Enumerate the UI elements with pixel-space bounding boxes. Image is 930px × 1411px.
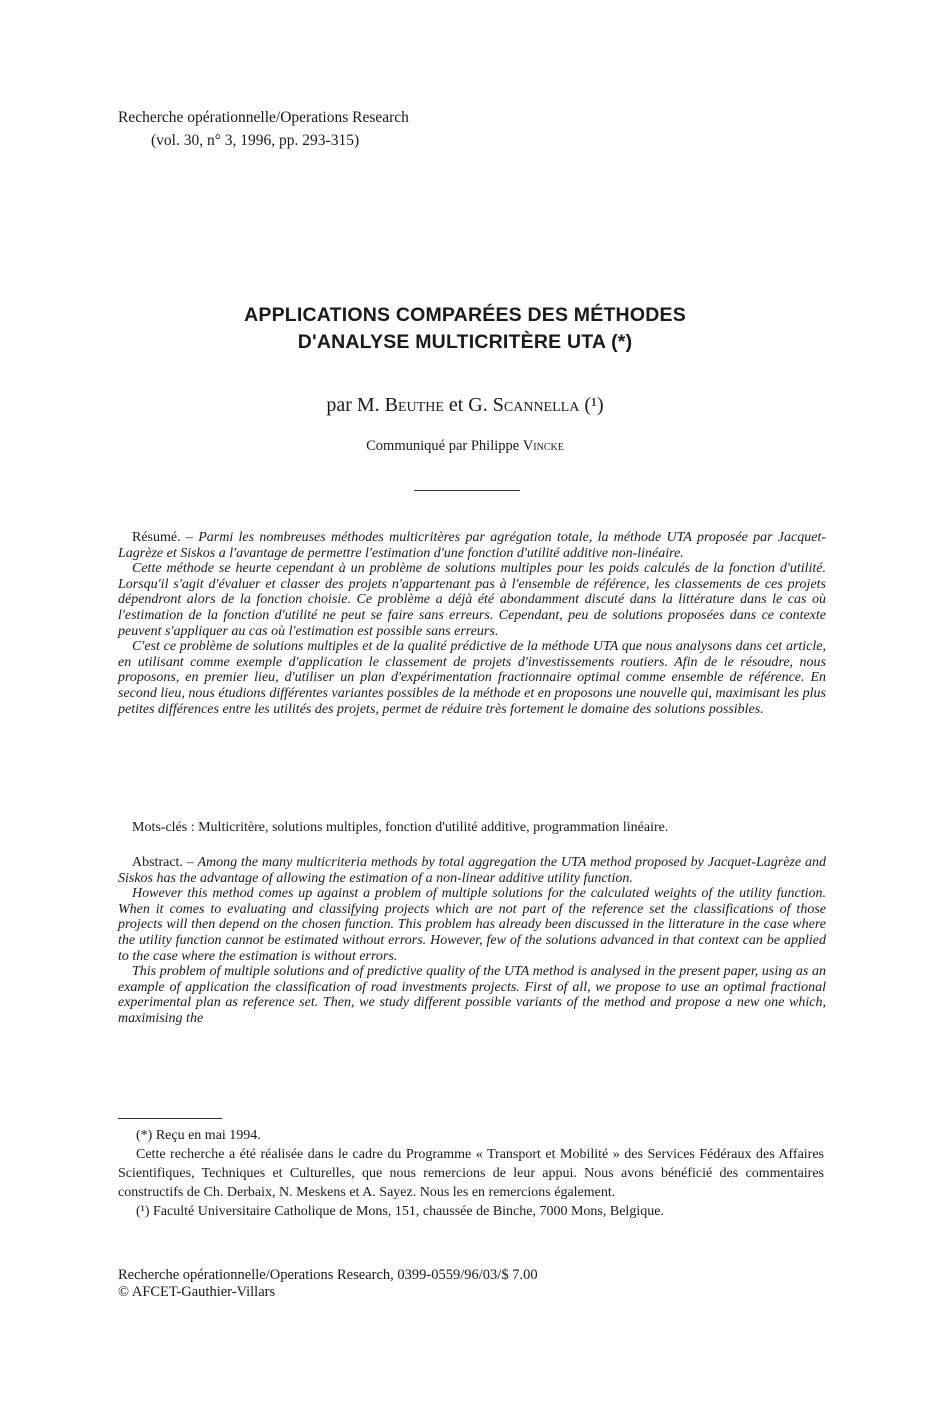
authors-footnote-mark: (¹) bbox=[584, 394, 604, 416]
title-line-1: APPLICATIONS COMPARÉES DES MÉTHODES bbox=[244, 304, 686, 326]
author-2: Scannella bbox=[492, 394, 580, 416]
title-line-2: D'ANALYSE MULTICRITÈRE UTA (*) bbox=[297, 331, 633, 353]
abstract-p1-text: Among the many multicriteria methods by total aggregation the UTA method proposed by Jacquet-Lagrèze and Siskos has the advantage of allowing the estimation of a non-linear additive utility function. bbox=[118, 855, 826, 886]
journal-name: Recherche opérationnelle/Operations Research bbox=[118, 109, 409, 126]
footer-journal: Recherche opérationnelle/Operations Research, 0399-0559/96/03/$ 7.00 bbox=[118, 1267, 538, 1283]
journal-volume: (vol. 30, n° 3, 1996, pp. 293-315) bbox=[151, 132, 360, 149]
abstract-paragraph-2: However this method comes up against a problem of multiple solutions for the calculated weights of the utility function. When it comes to evaluating and classifying projects which are not part of the reference set the classifications of those projects will then depend on the chosen function. This problem has already been discussed in the litterature in the case where the utility function cannot be estimated without errors. However, few of the solutions advanced in that context can be applied to the case where the estimation is without errors. bbox=[118, 886, 826, 964]
footer-copyright: © AFCET-Gauthier-Villars bbox=[118, 1284, 276, 1300]
paper-title bbox=[100, 302, 830, 356]
footnote-received: (*) Reçu en mai 1994. bbox=[136, 1128, 261, 1143]
footnote-affiliation: (¹) Faculté Universitaire Catholique de Mons, 151, chaussée de Binche, 7000 Mons, Belgique. bbox=[136, 1204, 664, 1219]
abstract-label: Abstract. – bbox=[132, 855, 194, 870]
keywords: Mots-clés : Multicritère, solutions multiples, fonction d'utilité additive, programmation linéaire. bbox=[132, 820, 669, 835]
authors-line bbox=[100, 394, 830, 417]
author-1: Beuthe bbox=[384, 394, 444, 416]
authors-prefix: par M. bbox=[326, 394, 380, 416]
resume-label: Résumé. – bbox=[132, 530, 193, 545]
resume-paragraph-3: C'est ce problème de solutions multiples et de la qualité prédictive de la méthode UTA que nous analysons dans cet article, en utilisant comme exemple d'application le classement de projets d'investissements routiers. Afin de le résoudre, nous proposons, en premier lieu, d'utiliser un plan d'expérimentation fractionnaire optimal comme ensemble de référence. En second lieu, nous étudions différentes variantes possibles de la méthode et en proposons une nouvelle qui, maximisant les plus petites différences entre les utilités des projets, permet de réduire très fortement le domaine des solutions possibles. bbox=[118, 639, 826, 717]
abstract-section bbox=[118, 855, 826, 1027]
footnote-acknowledgement: Cette recherche a été réalisée dans le cadre du Programme « Transport et Mobilité » des Services Fédéraux des Affaires Scientifiques, Techniques et Culturelles, que nous remercions de leur appui. Nous avons bénéficié des commentaires constructifs de Ch. Derbaix, N. Meskens et A. Sayez. Nous les en remercions également. bbox=[118, 1147, 824, 1200]
authors-conj: et G. bbox=[448, 394, 488, 416]
abstract-paragraph-3: This problem of multiple solutions and of predictive quality of the UTA method is analysed in the present paper, using as an example of application the classification of road investments projects. First of all, we propose to use an optimal fractional experimental plan as reference set. Then, we study different possible variants of the method and propose a new one which, maximising the bbox=[118, 964, 826, 1026]
footnotes bbox=[118, 1126, 824, 1221]
abstract-paragraph-1 bbox=[118, 855, 826, 886]
page-footer bbox=[118, 1267, 538, 1301]
communicated-text: Communiqué par Philippe bbox=[366, 438, 520, 454]
resume-paragraph-1 bbox=[118, 530, 826, 561]
resume-paragraph-2: Cette méthode se heurte cependant à un problème de solutions multiples pour les poids calculés de la fonction d'utilité. Lorsqu'il s'agit d'évaluer et classer des projets n'appartenant pas à l'ensemble de référence, les classements de ces projets dépendront alors de la fonction choisie. Ce problème a déjà été abondamment discuté dans la littérature dans le cas où l'estimation de la fonction d'utilité ne peut se faire sans erreurs. Cependant, peu de solutions proposées dans ce contexte peuvent s'appliquer au cas où l'estimation est possible sans erreurs. bbox=[118, 561, 826, 639]
journal-header bbox=[118, 106, 409, 152]
resume-section bbox=[118, 530, 826, 717]
resume-p1-text: Parmi les nombreuses méthodes multicritères par agrégation totale, la méthode UTA proposée par Jacquet-Lagrèze et Siskos a l'avantage de permettre l'estimation d'une fonction d'utilité additive non-linéaire. bbox=[118, 530, 827, 561]
communicated-by bbox=[100, 438, 830, 455]
title-divider bbox=[414, 490, 520, 491]
communicated-name: Vincke bbox=[522, 438, 564, 454]
footnote-divider bbox=[118, 1118, 222, 1119]
